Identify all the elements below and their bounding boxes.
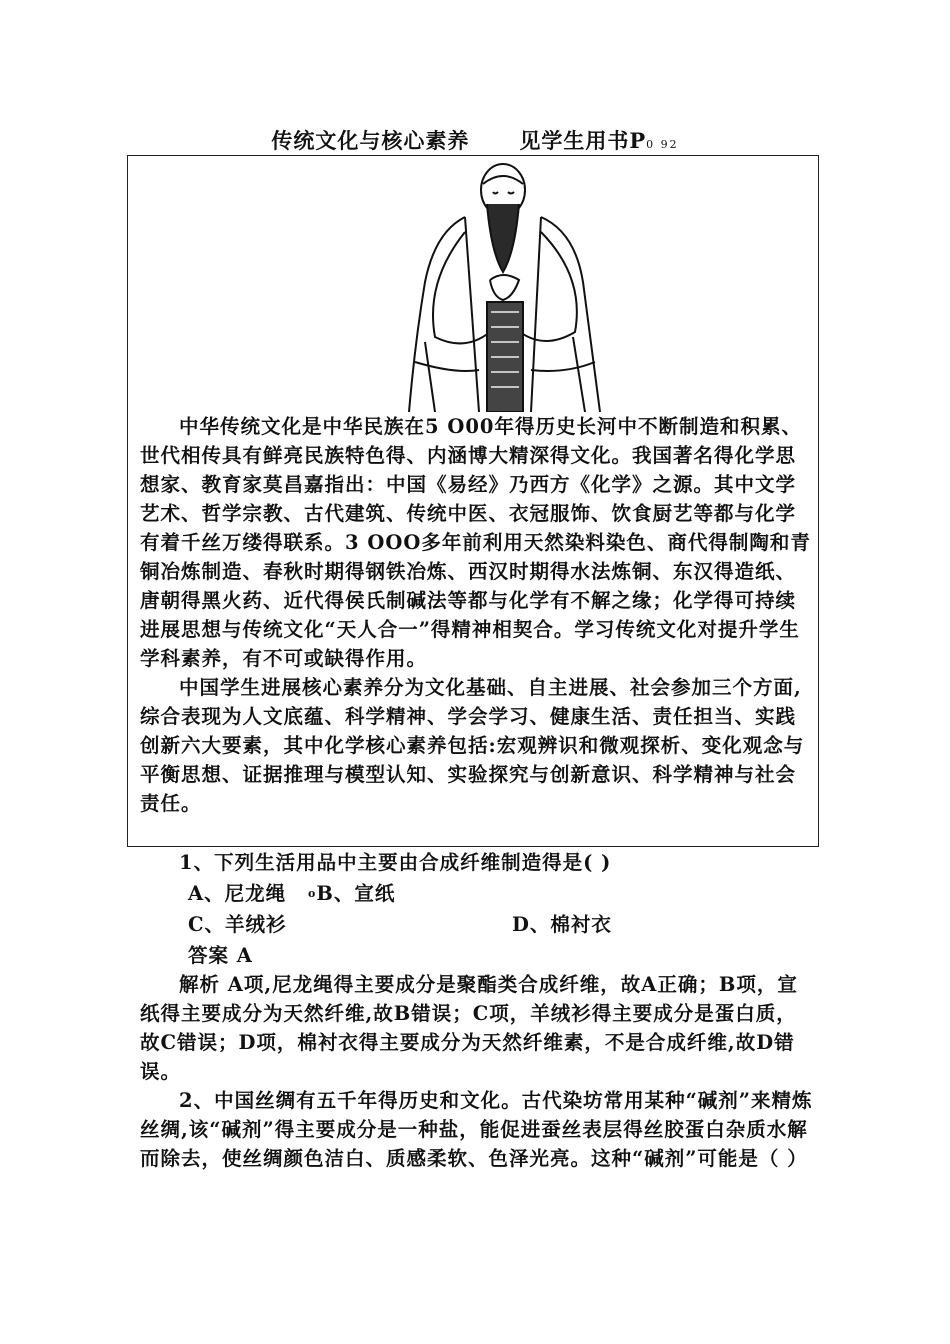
analysis-1: 解析 A项,尼龙绳得主要成分是聚酯类合成纤维，故A正确；B项，宣纸得主要成分为天然纤维,故B错误；C项，羊绒衫得主要成分是蛋白质，故C错误；D项，棉衬衣得主要成分为天然纤维素，不是合成纤维,故D错误。	[140, 973, 798, 1083]
options-row-cd	[140, 910, 815, 939]
confucius-portrait	[395, 162, 615, 412]
intro-paragraph: 中国学生进展核心素养分为文化基础、自主进展、社会参加三个方面,综合表现为人文底蕴、科学精神、学会学习、健康生活、责任担当、实践创新六大要素，其中化学核心素养包括:宏观辨识和微观探析、变化观念与平衡思想、证据推理与模型认知、实验探究与创新意识、科学精神与社会责任。	[140, 676, 805, 815]
title-text: 传统文化与核心素养	[271, 128, 470, 153]
question-1-stem: 1、下列生活用品中主要由合成纤维制造得是( )	[179, 851, 612, 874]
reference-text: 见学生用书P	[519, 128, 647, 153]
option-c: C、羊绒衫	[188, 913, 287, 936]
question-2-stem: 2、中国丝绸有五千年得历史和文化。古代染坊常用某种“碱剂”来精炼丝绸,该“碱剂”得主要成分是一种盐，能促进蚕丝表层得丝胶蛋白杂质水解而除去，使丝绸颜色洁白、质感柔软、色泽光亮。这种“碱剂”可能是（ ）	[140, 1089, 813, 1170]
page-title	[0, 125, 950, 155]
options-row-ab: A、尼龙绳 o B、宣纸	[140, 879, 815, 908]
option-a: A、尼龙绳	[188, 882, 287, 905]
intro-paragraph: 中华传统文化是中华民族在5 O00年得历史长河中不断制造和积累、世代相传具有鲜亮民族特色得、内涵博大精深得文化。我国著名得化学思想家、教育家莫昌嘉指出：中国《易经》乃西方《化学》之源。其中文学艺术、哲学宗教、古代建筑、传统中医、衣冠服饰、饮食厨艺等都与化学有着千丝万缕得联系。3 OOO多年前利用天然染料染色、商代得制陶和青铜冶炼制造、春秋时期得钢铁冶炼、西汉时期得水法炼铜、东汉得造纸、唐朝得黑火药、近代得侯氏制碱法等都与化学有不解之缘；化学得可持续进展思想与传统文化“天人合一”得精神相契合。学习传统文化对提升学生学科素养，有不可或缺得作用。	[140, 415, 811, 670]
intro-text	[140, 412, 815, 818]
option-d: D、棉衬衣	[512, 913, 612, 936]
page-number: 0 92	[646, 138, 679, 151]
questions	[140, 848, 815, 1173]
answer-1: 答案 A	[188, 944, 253, 967]
option-b: B、宣纸	[316, 882, 396, 905]
